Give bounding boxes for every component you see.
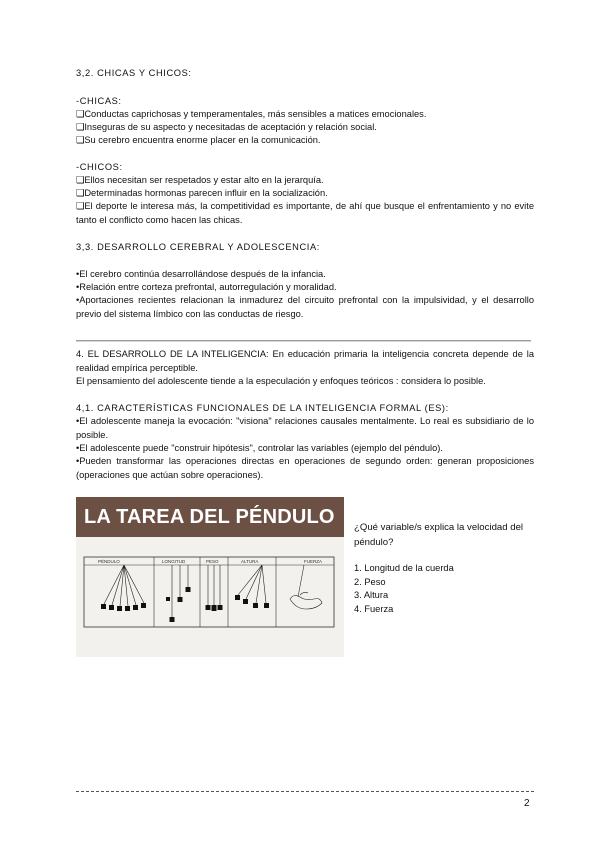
- section-divider: [76, 340, 531, 342]
- panel-label: ALTURA: [241, 559, 259, 564]
- pendulum-fan: [104, 565, 144, 606]
- panel-label: PÉNDULO: [98, 559, 120, 564]
- pendulum-weights: [101, 603, 146, 611]
- girls-item: ❑Inseguras de su aspecto y necesitadas de aceptación y relación social.: [76, 122, 377, 132]
- weight-blocks: [206, 605, 223, 611]
- footer-dotted-rule: [76, 783, 534, 792]
- formal-item: •El adolescente puede "construir hipótesis", controlar las variables (ejemplo del péndulo).: [76, 443, 443, 453]
- section-heading-4: 4. EL DESARROLLO DE LA INTELIGENCIA: En educación primaria la inteligencia concreta depende de la realidad empírica perceptible.: [76, 349, 534, 373]
- page-number: 2: [524, 798, 530, 809]
- answer-option: 3. Altura: [354, 590, 389, 600]
- girls-item: ❑Su cerebro encuentra enorme placer en la comunicación.: [76, 135, 321, 145]
- height-weights: [235, 595, 269, 608]
- force-hand: [290, 565, 322, 609]
- pendulum-question: ¿Qué variable/s explica la velocidad del péndulo?: [354, 522, 524, 548]
- pendulum-banner: LA TAREA DEL PÉNDULO: [76, 497, 344, 537]
- length-weights: [166, 587, 191, 622]
- panel-label: LONGITUD: [162, 559, 186, 564]
- section-4-line: El pensamiento del adolescente tiende a la especulación y enfoques teóricos : considera lo posible.: [76, 376, 486, 386]
- pendulum-figure: [76, 537, 344, 657]
- girls-label: -CHICAS:: [76, 96, 122, 106]
- section-heading-4-1: 4,1. CARACTERÍSTICAS FUNCIONALES DE LA INTELIGENCIA FORMAL (ES):: [76, 403, 449, 413]
- pendulum-illustration: [76, 537, 344, 657]
- answer-option: 4. Fuerza: [354, 603, 394, 614]
- brain-item: •Aportaciones recientes relacionan la inmadurez del circuito prefrontal con la impulsividad, y el desarrollo previo del sistema límbico con las conductas de riesgo.: [76, 295, 534, 319]
- section-heading-3-2: 3,2. CHICAS Y CHICOS:: [76, 68, 192, 78]
- height-strings: [238, 565, 266, 603]
- boys-item: ❑Ellos necesitan ser respetados y estar alto en la jerarquía.: [76, 175, 324, 185]
- answer-option: 1. Longitud de la cuerda: [354, 563, 454, 573]
- panel-label: PESO: [206, 559, 219, 564]
- girls-item: ❑Conductas caprichosas y temperamentales, más sensibles a matices emocionales.: [76, 109, 427, 119]
- answer-options: [354, 562, 454, 616]
- formal-item: •Pueden transformar las operaciones directas en operaciones de segundo orden: generan proposiciones (operaciones que actúan sobre operaciones).: [76, 456, 534, 480]
- answer-option: 2. Peso: [354, 576, 386, 587]
- boys-item: ❑Determinadas hormonas parecen influir en la socialización.: [76, 188, 328, 198]
- boys-label: -CHICOS:: [76, 162, 123, 172]
- weight-strings: [208, 565, 220, 605]
- formal-item: •El adolescente maneja la evocación: "visiona" relaciones causales mentalmente. Lo real es subsidiario de lo posible.: [76, 416, 534, 440]
- panel-label: FUERZA: [304, 559, 322, 564]
- brain-item: •El cerebro continúa desarrollándose después de la infancia.: [76, 269, 326, 279]
- section-heading-3-3: 3,3. DESARROLLO CEREBRAL Y ADOLESCENCIA:: [76, 242, 320, 252]
- boys-item: ❑El deporte le interesa más, la competitividad es importante, de ahí que busque el enfrentamiento y no evite tanto el conflicto como hacen las chicas.: [76, 201, 534, 225]
- brain-item: •Relación entre corteza prefrontal, autorregulación y moralidad.: [76, 282, 337, 292]
